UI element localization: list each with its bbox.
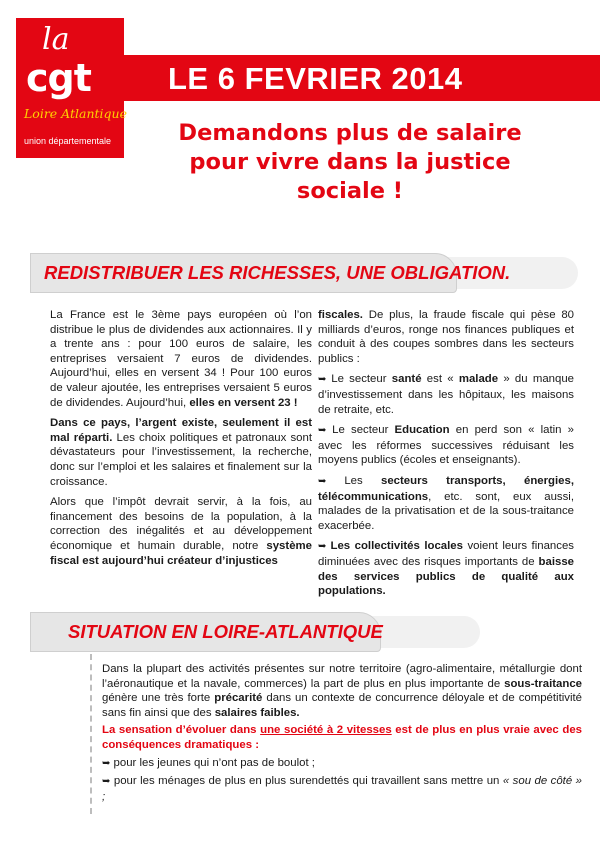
paragraph: La sensation d’évoluer dans une société à 2 vitesses est de plus en plus vraie avec des conséquences dramatiques : xyxy=(102,724,582,751)
section-2-title: SITUATION EN LOIRE-ATLANTIQUE xyxy=(68,621,383,642)
dashed-divider xyxy=(90,654,92,814)
bullet-item: ➥ Les secteurs transports, énergies, télécommunications, etc. sont, eux aussi, malades de la privatisation et de la sous-traitance exacerbée. xyxy=(318,474,574,532)
bullet-item: ➥ Le secteur Education en perd son « latin » avec les réformes successives réduisant les moyens publics (écoles et enseignants). xyxy=(318,424,574,467)
bullet-item: ➥ pour les jeunes qui n’ont pas de boulot ; xyxy=(102,756,315,769)
cgt-logo xyxy=(16,18,127,158)
section-2-body xyxy=(102,662,582,807)
bullet-item: ➥ pour les ménages de plus en plus surendettés qui travaillent sans mettre un « sou de côté » ; xyxy=(102,775,582,803)
logo-cgt: cgt xyxy=(26,56,91,100)
arrow-icon: ➥ xyxy=(102,757,111,769)
arrow-icon: ➥ xyxy=(102,776,111,788)
headline xyxy=(130,119,570,206)
section-1-title: REDISTRIBUER LES RICHESSES, UNE OBLIGATION. xyxy=(44,262,511,283)
date-title: LE 6 FEVRIER 2014 xyxy=(168,61,463,96)
headline-line-2: pour vivre dans la justice xyxy=(189,149,511,175)
logo-union-departementale: union départementale xyxy=(24,136,112,146)
bullet-item: ➥ Le secteur santé est « malade » du manque d’investissement dans les hôpitaux, les maisons de retraite, etc. xyxy=(318,373,575,416)
arrow-icon: ➥ xyxy=(318,425,333,437)
headline-line-1: Demandons plus de salaire xyxy=(178,120,522,146)
section-1-right-column xyxy=(318,308,574,605)
logo-loire-atlantique: Loire Atlantique xyxy=(24,106,127,121)
paragraph: Alors que l’impôt devrait servir, à la fois, au financement des besoins de la population, à la correction des inégalités et au développement économique et humain durable, notre système fiscal est aujourd’hui créateur d’injustices xyxy=(50,496,312,567)
date-banner xyxy=(124,55,600,101)
paragraph: Dans la plupart des activités présentes sur notre territoire (agro-alimentaire, métallurgie dont l’aéronautique et la navale, commerces) la part de plus en plus importante de sous-traitance génère une très forte précarité dans un contexte de concurrence déloyale et de compétitivité sans fin ainsi que des salaires faibles. xyxy=(102,663,582,719)
section-1-left-column xyxy=(50,308,312,574)
arrow-icon: ➥ xyxy=(318,541,331,553)
paragraph: La France est le 3ème pays européen où l’on distribue le plus de dividendes aux actionnaires. Il y a trente ans : pour 100 euros de salaire, les entreprises versaient 7 euros de dividendes. Aujourd’hui, elles en versent 34 ! Pour 100 euros de valeur ajoutée, les entreprises versaient 5 euros de dividendes. Aujourd’hui, elles en versent 23 ! xyxy=(50,309,312,409)
paragraph: Dans ce pays, l’argent existe, seulement il est mal réparti. Les choix politiques et patronaux sont dévastateurs pour l’investissement, la recherche, donc sur l’emploi et les salaires et finalement sur la croissance. xyxy=(50,417,312,488)
logo-la: la xyxy=(42,22,70,57)
arrow-icon: ➥ xyxy=(318,475,345,487)
arrow-icon: ➥ xyxy=(318,374,332,386)
paragraph: fiscales. De plus, la fraude fiscale qui pèse 80 milliards d’euros, ronge nos finances publiques et conduit à des coupes sombres dans les secteurs publics : xyxy=(318,309,574,365)
headline-line-3: sociale ! xyxy=(296,178,404,204)
section-2-banner xyxy=(30,612,480,652)
bullet-item: ➥ Les collectivités locales voient leurs finances diminuées avec des risques importants de baisse des services publics de qualité aux populations. xyxy=(318,540,574,598)
section-1-banner xyxy=(30,253,578,293)
